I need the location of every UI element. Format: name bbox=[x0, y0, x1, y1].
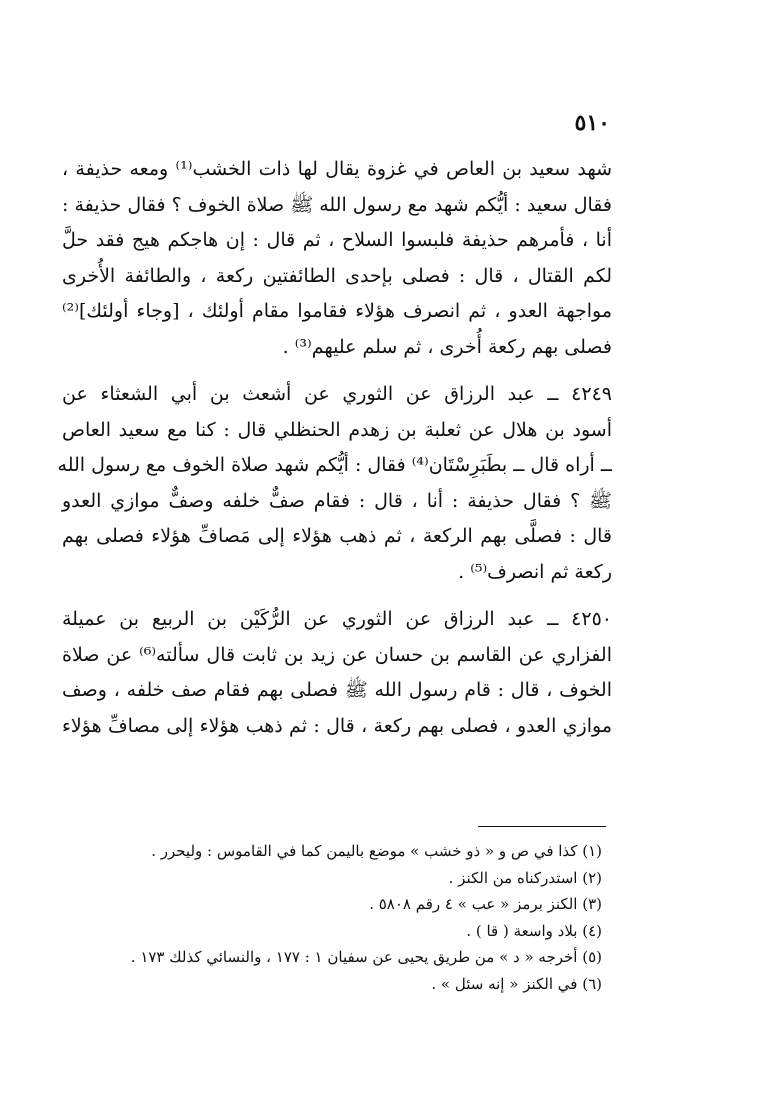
text-line: فقال سعيد : أيُّكم شهد مع رسول الله ﷺ صلاة الخوف ؟ فقال حذيفة : bbox=[62, 193, 612, 216]
footnote-3: (٣) الكنز برمز « عب » ٤ رقم ٥٨٠٨ . bbox=[369, 895, 602, 913]
text-line: لكم القتال ، قال : فصلى بإحدى الطائفتين ركعة ، والطائفة الأُخرى bbox=[62, 264, 612, 287]
text-line: ركعة ثم انصرف⁽⁵⁾ . bbox=[458, 560, 612, 583]
paragraph-intro bbox=[62, 152, 612, 365]
footnotes bbox=[62, 838, 602, 997]
text-line: شهد سعيد بن العاص في غزوة يقال لها ذات الخشب⁽¹⁾ ومعه حذيفة ، bbox=[62, 158, 612, 180]
paragraph-hadith-4249 bbox=[57, 377, 612, 590]
main-text bbox=[57, 152, 612, 756]
footnote-4: (٤) بلاد واسعة ( قا ) . bbox=[466, 921, 602, 940]
text-line: ٤٢٤٩ ــ عبد الرزاق عن الثوري عن أشعث بن أبي الشعثاء عن bbox=[62, 383, 612, 405]
footnote-2: (٢) استدركناه من الكنز . bbox=[448, 868, 602, 887]
text-line: قال : فصلَّى بهم الركعة ، ثم ذهب هؤلاء إلى مَصافِّ هؤلاء فصلى بهم bbox=[62, 525, 612, 547]
text-line: ﷺ ؟ فقال حذيفة : أنا ، قال : فقام صفٌّ خلفه وصفٌّ موازي العدو bbox=[62, 489, 612, 512]
text-line: أسود بن هلال عن ثعلبة بن زهدم الحنظلي قال : كنا مع سعيد العاص bbox=[62, 418, 612, 441]
footnote-1: (١) كذا في ص و « ذو خشب » موضع باليمن كما في القاموس : وليحرر . bbox=[151, 842, 602, 860]
paragraph-hadith-4250 bbox=[62, 602, 612, 744]
footnote-divider bbox=[478, 826, 606, 827]
text-line: فصلى بهم ركعة أُخرى ، ثم سلم عليهم⁽³⁾ . bbox=[282, 335, 612, 358]
text-line: ــ أراه قال ــ بطَبَرِسْتَان⁽⁴⁾ فقال : أيُّكم شهد صلاة الخوف مع رسول الله bbox=[57, 454, 612, 476]
text-line: أنا ، فأمرهم حذيفة فلبسوا السلاح ، ثم قال : إن هاجكم هيج فقد حلَّ bbox=[62, 229, 612, 251]
text-line: ٤٢٥٠ ــ عبد الرزاق عن الثوري عن الرُّكَيْن بن الربيع بن عميلة bbox=[62, 608, 612, 630]
text-line: مواجهة العدو ، ثم انصرف هؤلاء فقاموا مقام أولئك ، [وجاء أولئك]⁽²⁾ bbox=[62, 300, 612, 322]
text-line: موازي العدو ، فصلى بهم ركعة ، قال : ثم ذهب هؤلاء إلى مصافِّ هؤلاء bbox=[62, 714, 612, 737]
text-line: الفزاري عن القاسم بن حسان عن زيد بن ثابت قال سألته⁽⁶⁾ عن صلاة bbox=[62, 643, 612, 666]
page-number: ٥١٠ bbox=[574, 110, 610, 136]
footnote-6: (٦) في الكنز « إنه سئل » . bbox=[431, 974, 602, 993]
text-line: الخوف ، قال : قام رسول الله ﷺ فصلى بهم فقام صف خلفه ، وصف bbox=[62, 679, 612, 701]
footnote-5: (٥) أخرجه « د » من طريق يحيى عن سفيان ١ : ١٧٧ ، والنسائي كذلك ١٧٣ . bbox=[130, 948, 602, 966]
